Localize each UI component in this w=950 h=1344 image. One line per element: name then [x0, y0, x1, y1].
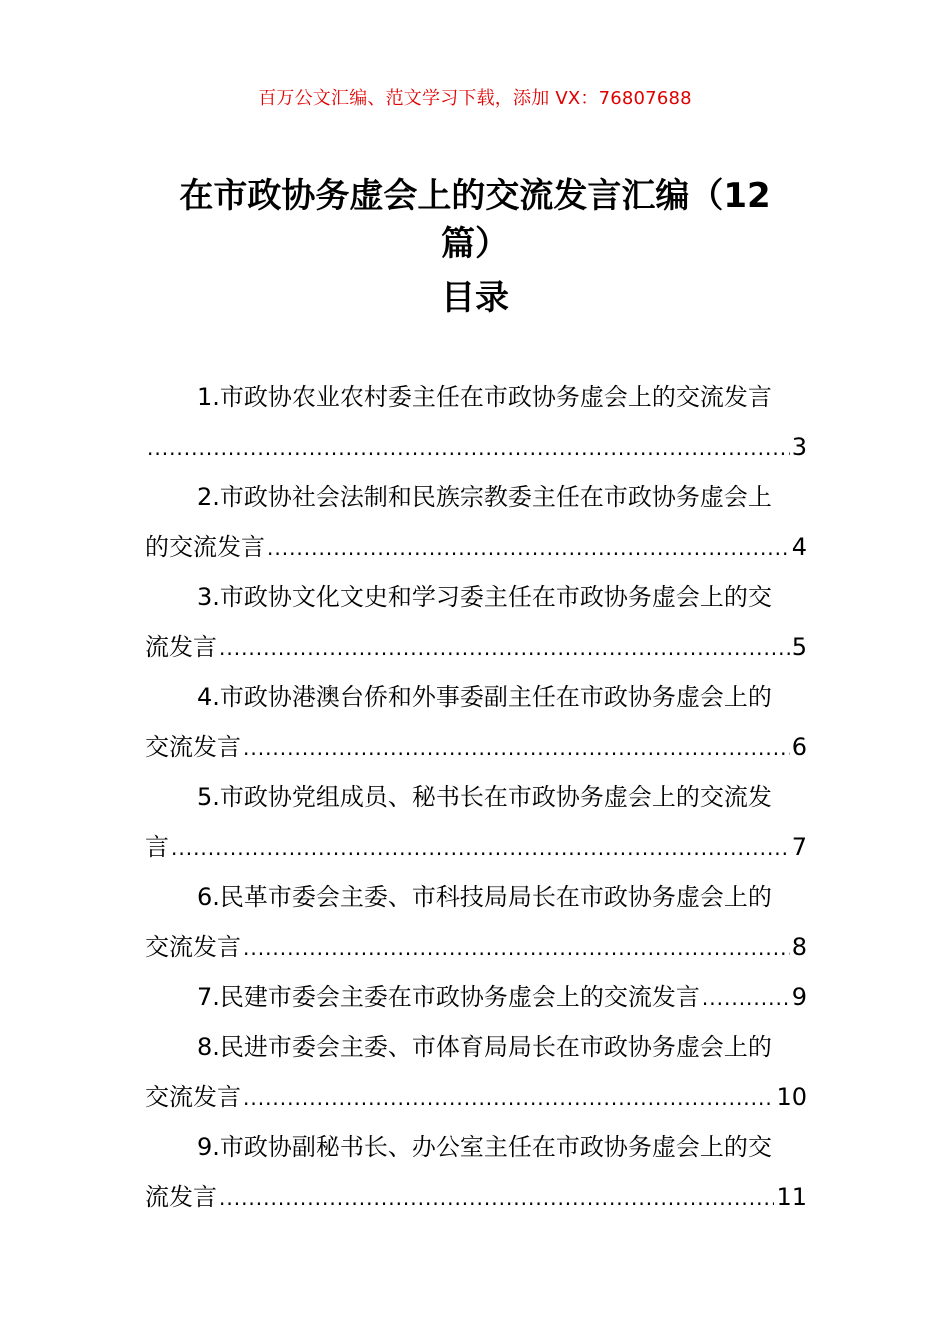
toc-entry[interactable]: [145, 972, 807, 1022]
table-of-contents: [145, 372, 807, 1222]
toc-entry-title-continued: 交流发言: [145, 733, 241, 761]
toc-entry[interactable]: [145, 872, 807, 972]
toc-entry[interactable]: [145, 572, 807, 672]
toc-dot-leader: [171, 823, 790, 872]
toc-page-number: 8: [791, 933, 807, 961]
toc-entry-leader-line: [145, 522, 807, 572]
toc-entry-leader-line: [145, 922, 807, 972]
toc-page-number: 9: [791, 983, 807, 1011]
toc-dot-leader: [243, 923, 790, 972]
toc-entry-title-continued: 流发言: [145, 633, 217, 661]
toc-entry-title-continued: 的交流发言: [145, 533, 265, 561]
toc-entry-title-continued: 言: [145, 833, 169, 861]
toc-entry[interactable]: [145, 372, 807, 472]
toc-entry-title: 9.市政协副秘书长、办公室主任在市政协务虚会上的交: [197, 1133, 772, 1161]
toc-entry-leader-line: [145, 822, 807, 872]
toc-entry-leader-line: [145, 722, 807, 772]
toc-dot-leader: [702, 973, 790, 1022]
toc-entry-title: 1.市政协农业农村委主任在市政协务虚会上的交流发言: [197, 383, 772, 411]
toc-entry-leader-line: [145, 972, 807, 1022]
toc-entry-title: 2.市政协社会法制和民族宗教委主任在市政协务虚会上: [197, 483, 772, 511]
toc-dot-leader: [243, 1073, 774, 1122]
toc-page-number: 10: [776, 1083, 807, 1111]
toc-entry[interactable]: [145, 1022, 807, 1122]
toc-page-number: 5: [791, 633, 807, 661]
toc-entry-leader-line: [145, 1172, 807, 1222]
toc-entry-title-continued: 交流发言: [145, 1083, 241, 1111]
toc-entry-title: 3.市政协文化文史和学习委主任在市政协务虚会上的交: [197, 583, 772, 611]
header-note: 百万公文汇编、范文学习下载，添加 VX：76807688: [258, 88, 692, 109]
toc-entry-title: 5.市政协党组成员、秘书长在市政协务虚会上的交流发: [197, 783, 772, 811]
toc-entry-title: 7.民建市委会主委在市政协务虚会上的交流发言: [197, 983, 700, 1011]
toc-dot-leader: [267, 523, 790, 572]
toc-page-number: 7: [791, 833, 807, 861]
toc-page-number: 6: [791, 733, 807, 761]
toc-entry[interactable]: [145, 672, 807, 772]
toc-entry-leader-line: [145, 622, 807, 672]
toc-heading: 目录: [441, 278, 509, 318]
toc-entry-title-continued: 流发言: [145, 1183, 217, 1211]
toc-entry-title: 4.市政协港澳台侨和外事委副主任在市政协务虚会上的: [197, 683, 772, 711]
toc-page-number: 3: [791, 433, 807, 461]
toc-entry[interactable]: [145, 472, 807, 572]
toc-page-number: 4: [791, 533, 807, 561]
document-title: [170, 172, 780, 268]
toc-entry-title: 8.民进市委会主委、市体育局局长在市政协务虚会上的: [197, 1033, 772, 1061]
toc-entry-leader-line: [145, 1072, 807, 1122]
toc-entry-leader-line: [145, 422, 807, 472]
toc-entry[interactable]: [145, 1122, 807, 1222]
toc-dot-leader: [147, 423, 790, 472]
toc-entry-title: 6.民革市委会主委、市科技局局长在市政协务虚会上的: [197, 883, 772, 911]
toc-dot-leader: [243, 723, 790, 772]
toc-page-number: 11: [776, 1183, 807, 1211]
toc-dot-leader: [219, 623, 790, 672]
toc-entry[interactable]: [145, 772, 807, 872]
document-title-line-1: 在市政协务虚会上的交流发言汇编（12: [179, 176, 771, 216]
toc-entry-title-continued: 交流发言: [145, 933, 241, 961]
document-title-line-2: 篇）: [441, 224, 509, 264]
toc-dot-leader: [219, 1173, 774, 1222]
